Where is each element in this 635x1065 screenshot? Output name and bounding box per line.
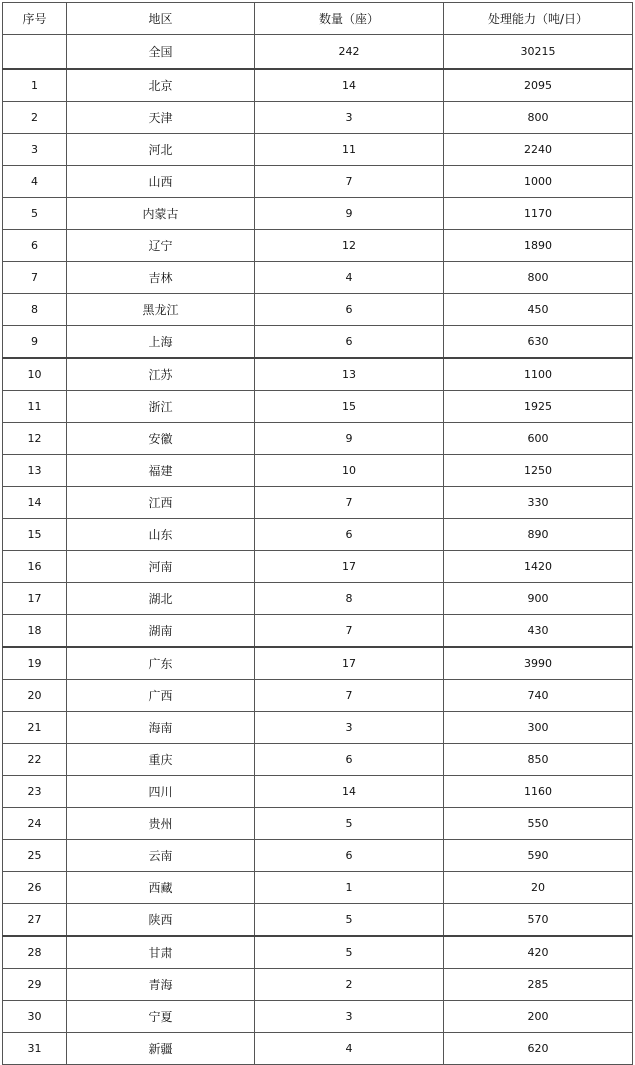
cell-count: 17 [255, 551, 444, 583]
table-row [3, 198, 633, 230]
cell-capacity: 600 [444, 423, 633, 455]
cell-region: 新疆 [67, 1033, 255, 1065]
table-row [3, 744, 633, 776]
cell-count: 13 [255, 358, 444, 391]
table-row [3, 487, 633, 519]
cell-capacity: 800 [444, 262, 633, 294]
regional-capacity-table [2, 2, 633, 1065]
cell-index: 24 [3, 808, 67, 840]
cell-region: 上海 [67, 326, 255, 359]
cell-region: 北京 [67, 69, 255, 102]
cell-region: 陕西 [67, 904, 255, 937]
cell-region: 海南 [67, 712, 255, 744]
cell-index: 12 [3, 423, 67, 455]
cell-count: 6 [255, 519, 444, 551]
cell-capacity: 1420 [444, 551, 633, 583]
table-row [3, 936, 633, 969]
cell-index: 22 [3, 744, 67, 776]
cell-region: 天津 [67, 102, 255, 134]
table-row [3, 294, 633, 326]
cell-index: 16 [3, 551, 67, 583]
table-row [3, 134, 633, 166]
cell-count: 7 [255, 680, 444, 712]
header-region: 地区 [67, 3, 255, 35]
cell-region: 江苏 [67, 358, 255, 391]
cell-count: 3 [255, 1001, 444, 1033]
cell-region: 浙江 [67, 391, 255, 423]
cell-capacity: 620 [444, 1033, 633, 1065]
table-row [3, 712, 633, 744]
table-row [3, 69, 633, 102]
cell-count: 6 [255, 294, 444, 326]
cell-capacity: 1925 [444, 391, 633, 423]
total-count: 242 [255, 35, 444, 70]
table-row [3, 647, 633, 680]
cell-capacity: 850 [444, 744, 633, 776]
cell-capacity: 2240 [444, 134, 633, 166]
cell-count: 5 [255, 808, 444, 840]
cell-index: 4 [3, 166, 67, 198]
cell-capacity: 20 [444, 872, 633, 904]
cell-count: 15 [255, 391, 444, 423]
cell-index: 23 [3, 776, 67, 808]
table-row [3, 519, 633, 551]
cell-region: 湖南 [67, 615, 255, 648]
cell-index: 14 [3, 487, 67, 519]
total-region: 全国 [67, 35, 255, 70]
cell-capacity: 420 [444, 936, 633, 969]
cell-region: 辽宁 [67, 230, 255, 262]
cell-region: 河北 [67, 134, 255, 166]
table-row [3, 680, 633, 712]
cell-count: 14 [255, 776, 444, 808]
cell-capacity: 1170 [444, 198, 633, 230]
total-index [3, 35, 67, 70]
cell-capacity: 1100 [444, 358, 633, 391]
cell-index: 28 [3, 936, 67, 969]
table-row [3, 391, 633, 423]
cell-index: 18 [3, 615, 67, 648]
cell-index: 13 [3, 455, 67, 487]
table-row [3, 1033, 633, 1065]
cell-capacity: 430 [444, 615, 633, 648]
header-capacity: 处理能力（吨/日） [444, 3, 633, 35]
cell-capacity: 2095 [444, 69, 633, 102]
table-row [3, 262, 633, 294]
cell-region: 黑龙江 [67, 294, 255, 326]
cell-region: 山东 [67, 519, 255, 551]
cell-capacity: 590 [444, 840, 633, 872]
cell-count: 11 [255, 134, 444, 166]
cell-count: 14 [255, 69, 444, 102]
cell-capacity: 740 [444, 680, 633, 712]
table-header-row [3, 3, 633, 35]
cell-capacity: 450 [444, 294, 633, 326]
cell-index: 30 [3, 1001, 67, 1033]
table-row [3, 358, 633, 391]
table-row [3, 969, 633, 1001]
table-row [3, 904, 633, 937]
cell-region: 贵州 [67, 808, 255, 840]
cell-capacity: 800 [444, 102, 633, 134]
table-row [3, 776, 633, 808]
table-row [3, 166, 633, 198]
cell-count: 7 [255, 487, 444, 519]
table-row [3, 808, 633, 840]
cell-count: 9 [255, 423, 444, 455]
cell-region: 宁夏 [67, 1001, 255, 1033]
cell-count: 7 [255, 615, 444, 648]
table-row [3, 615, 633, 648]
table-row [3, 230, 633, 262]
cell-capacity: 570 [444, 904, 633, 937]
cell-index: 6 [3, 230, 67, 262]
cell-count: 12 [255, 230, 444, 262]
cell-index: 11 [3, 391, 67, 423]
header-index: 序号 [3, 3, 67, 35]
cell-region: 广东 [67, 647, 255, 680]
cell-region: 江西 [67, 487, 255, 519]
cell-count: 2 [255, 969, 444, 1001]
cell-capacity: 630 [444, 326, 633, 359]
cell-index: 15 [3, 519, 67, 551]
table-row [3, 872, 633, 904]
cell-count: 3 [255, 102, 444, 134]
cell-capacity: 3990 [444, 647, 633, 680]
cell-region: 青海 [67, 969, 255, 1001]
cell-count: 5 [255, 904, 444, 937]
cell-capacity: 200 [444, 1001, 633, 1033]
cell-region: 甘肃 [67, 936, 255, 969]
cell-index: 9 [3, 326, 67, 359]
cell-count: 17 [255, 647, 444, 680]
cell-region: 山西 [67, 166, 255, 198]
cell-index: 25 [3, 840, 67, 872]
cell-region: 福建 [67, 455, 255, 487]
table-row [3, 551, 633, 583]
cell-region: 吉林 [67, 262, 255, 294]
cell-index: 20 [3, 680, 67, 712]
cell-count: 5 [255, 936, 444, 969]
cell-capacity: 1890 [444, 230, 633, 262]
cell-capacity: 300 [444, 712, 633, 744]
total-row [3, 35, 633, 70]
cell-region: 重庆 [67, 744, 255, 776]
cell-region: 西藏 [67, 872, 255, 904]
table-row [3, 102, 633, 134]
cell-index: 5 [3, 198, 67, 230]
cell-region: 云南 [67, 840, 255, 872]
cell-index: 17 [3, 583, 67, 615]
cell-region: 四川 [67, 776, 255, 808]
cell-index: 8 [3, 294, 67, 326]
cell-index: 19 [3, 647, 67, 680]
cell-count: 4 [255, 262, 444, 294]
cell-capacity: 285 [444, 969, 633, 1001]
cell-index: 27 [3, 904, 67, 937]
cell-region: 湖北 [67, 583, 255, 615]
cell-count: 8 [255, 583, 444, 615]
cell-capacity: 550 [444, 808, 633, 840]
cell-count: 3 [255, 712, 444, 744]
cell-capacity: 1000 [444, 166, 633, 198]
cell-capacity: 890 [444, 519, 633, 551]
cell-region: 安徽 [67, 423, 255, 455]
cell-count: 4 [255, 1033, 444, 1065]
cell-capacity: 900 [444, 583, 633, 615]
cell-count: 6 [255, 744, 444, 776]
cell-region: 广西 [67, 680, 255, 712]
table-row [3, 840, 633, 872]
total-capacity: 30215 [444, 35, 633, 70]
cell-count: 7 [255, 166, 444, 198]
cell-index: 3 [3, 134, 67, 166]
cell-index: 29 [3, 969, 67, 1001]
table-row [3, 583, 633, 615]
cell-region: 河南 [67, 551, 255, 583]
cell-index: 2 [3, 102, 67, 134]
cell-index: 10 [3, 358, 67, 391]
cell-index: 26 [3, 872, 67, 904]
cell-capacity: 1250 [444, 455, 633, 487]
table-row [3, 326, 633, 359]
cell-index: 1 [3, 69, 67, 102]
cell-count: 1 [255, 872, 444, 904]
cell-count: 9 [255, 198, 444, 230]
cell-index: 7 [3, 262, 67, 294]
table-row [3, 1001, 633, 1033]
cell-region: 内蒙古 [67, 198, 255, 230]
table-row [3, 423, 633, 455]
table-row [3, 455, 633, 487]
cell-capacity: 330 [444, 487, 633, 519]
cell-index: 31 [3, 1033, 67, 1065]
header-count: 数量（座） [255, 3, 444, 35]
cell-capacity: 1160 [444, 776, 633, 808]
cell-index: 21 [3, 712, 67, 744]
cell-count: 6 [255, 840, 444, 872]
cell-count: 10 [255, 455, 444, 487]
cell-count: 6 [255, 326, 444, 359]
